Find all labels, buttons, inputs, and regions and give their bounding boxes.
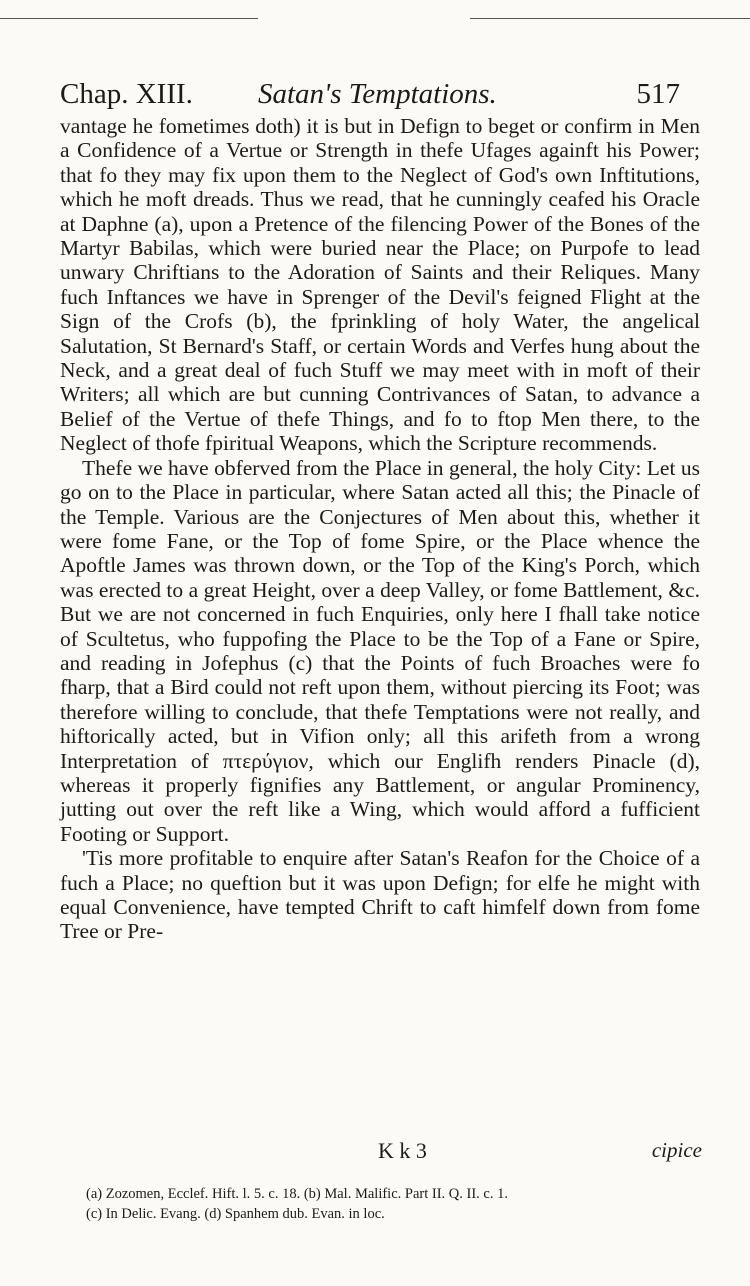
- footnote-line-1: (a) Zozomen, Ecclef. Hift. l. 5. c. 18. (b) Mal. Malific. Part II. Q. II. c. 1.: [86, 1186, 508, 1202]
- catchword: cipice: [651, 1138, 702, 1162]
- page-footer: [0, 1138, 750, 1162]
- running-title: Satan's Temptations.: [258, 78, 497, 110]
- page-header: [60, 78, 710, 118]
- body-text: [60, 114, 700, 944]
- top-rule-right: [470, 18, 750, 19]
- signature-mark: K k 3: [378, 1138, 427, 1163]
- top-rule-left: [0, 18, 258, 19]
- footnotes: [86, 1184, 716, 1224]
- paragraph-1: vantage he fometimes doth) it is but in Defign to beget or confirm in Men a Confidence of a Vertue or Strength in thefe Ufages againft his Power; that fo they may fix upon them to the Neglect of God's own Inftitutions, which he moft dreads. Thus we read, that he cunningly ceafed his Oracle at Daphne (a), upon a Pretence of the filencing Power of the Bones of the Martyr Babilas, which were buried near the Place; on Purpofe to lead unwary Chriftians to the Adoration of Saints and their Reliques. Many fuch Inftances we have in Sprenger of the Devil's feigned Flight at the Sign of the Crofs (b), the fprinkling of holy Water, the angelical Salutation, St Bernard's Staff, or certain Words and Verfes hung about the Neck, and a great deal of fuch Stuff we may meet with in moft of their Writers; all which are but cunning Contrivances of Satan, to advance a Belief of the Vertue of thefe Things, and fo to ftop Men there, to the Neglect of thofe fpiritual Weapons, which the Scripture recommends.: [60, 114, 700, 456]
- paragraph-2: Thefe we have obferved from the Place in general, the holy City: Let us go on to the Place in particular, where Satan acted all this; the Pinacle of the Temple. Various are the Conjectures of Men about this, whether it were fome Fane, or the Top of fome Spire, or the Place whence the Apoftle James was thrown down, or the Top of the King's Porch, which was erected to a great Height, over a deep Valley, or fome Battlement, &c. But we are not concerned in fuch Enquiries, only here I fhall take notice of Scultetus, who fuppofing the Place to be the Top of a Fane or Spire, and reading in Jofephus (c) that the Points of fuch Broaches were fo fharp, that a Bird could not reft upon them, without piercing its Foot; was therefore willing to conclude, that thefe Temptations were not really, and hiftorically acted, but in Vifion only; all this arifeth from a wrong Interpretation of πτερύγιον, which our Englifh renders Pinacle (d), whereas it properly fignifies any Battlement, or angular Prominency, jutting out over the reft like a Wing, which would afford a fufficient Footing or Support.: [60, 455, 700, 846]
- footnote-line-2: (c) In Delic. Evang. (d) Spanhem dub. Evan. in loc.: [86, 1206, 385, 1222]
- paragraph-3: 'Tis more profitable to enquire after Satan's Reafon for the Choice of a fuch a Place; no queftion but it was upon Defign; for elfe he might with equal Convenience, have tempted Chrift to caft himfelf down from fome Tree or Pre-: [60, 846, 700, 944]
- chapter-label: Chap. XIII.: [60, 78, 193, 110]
- page-number: 517: [636, 78, 680, 110]
